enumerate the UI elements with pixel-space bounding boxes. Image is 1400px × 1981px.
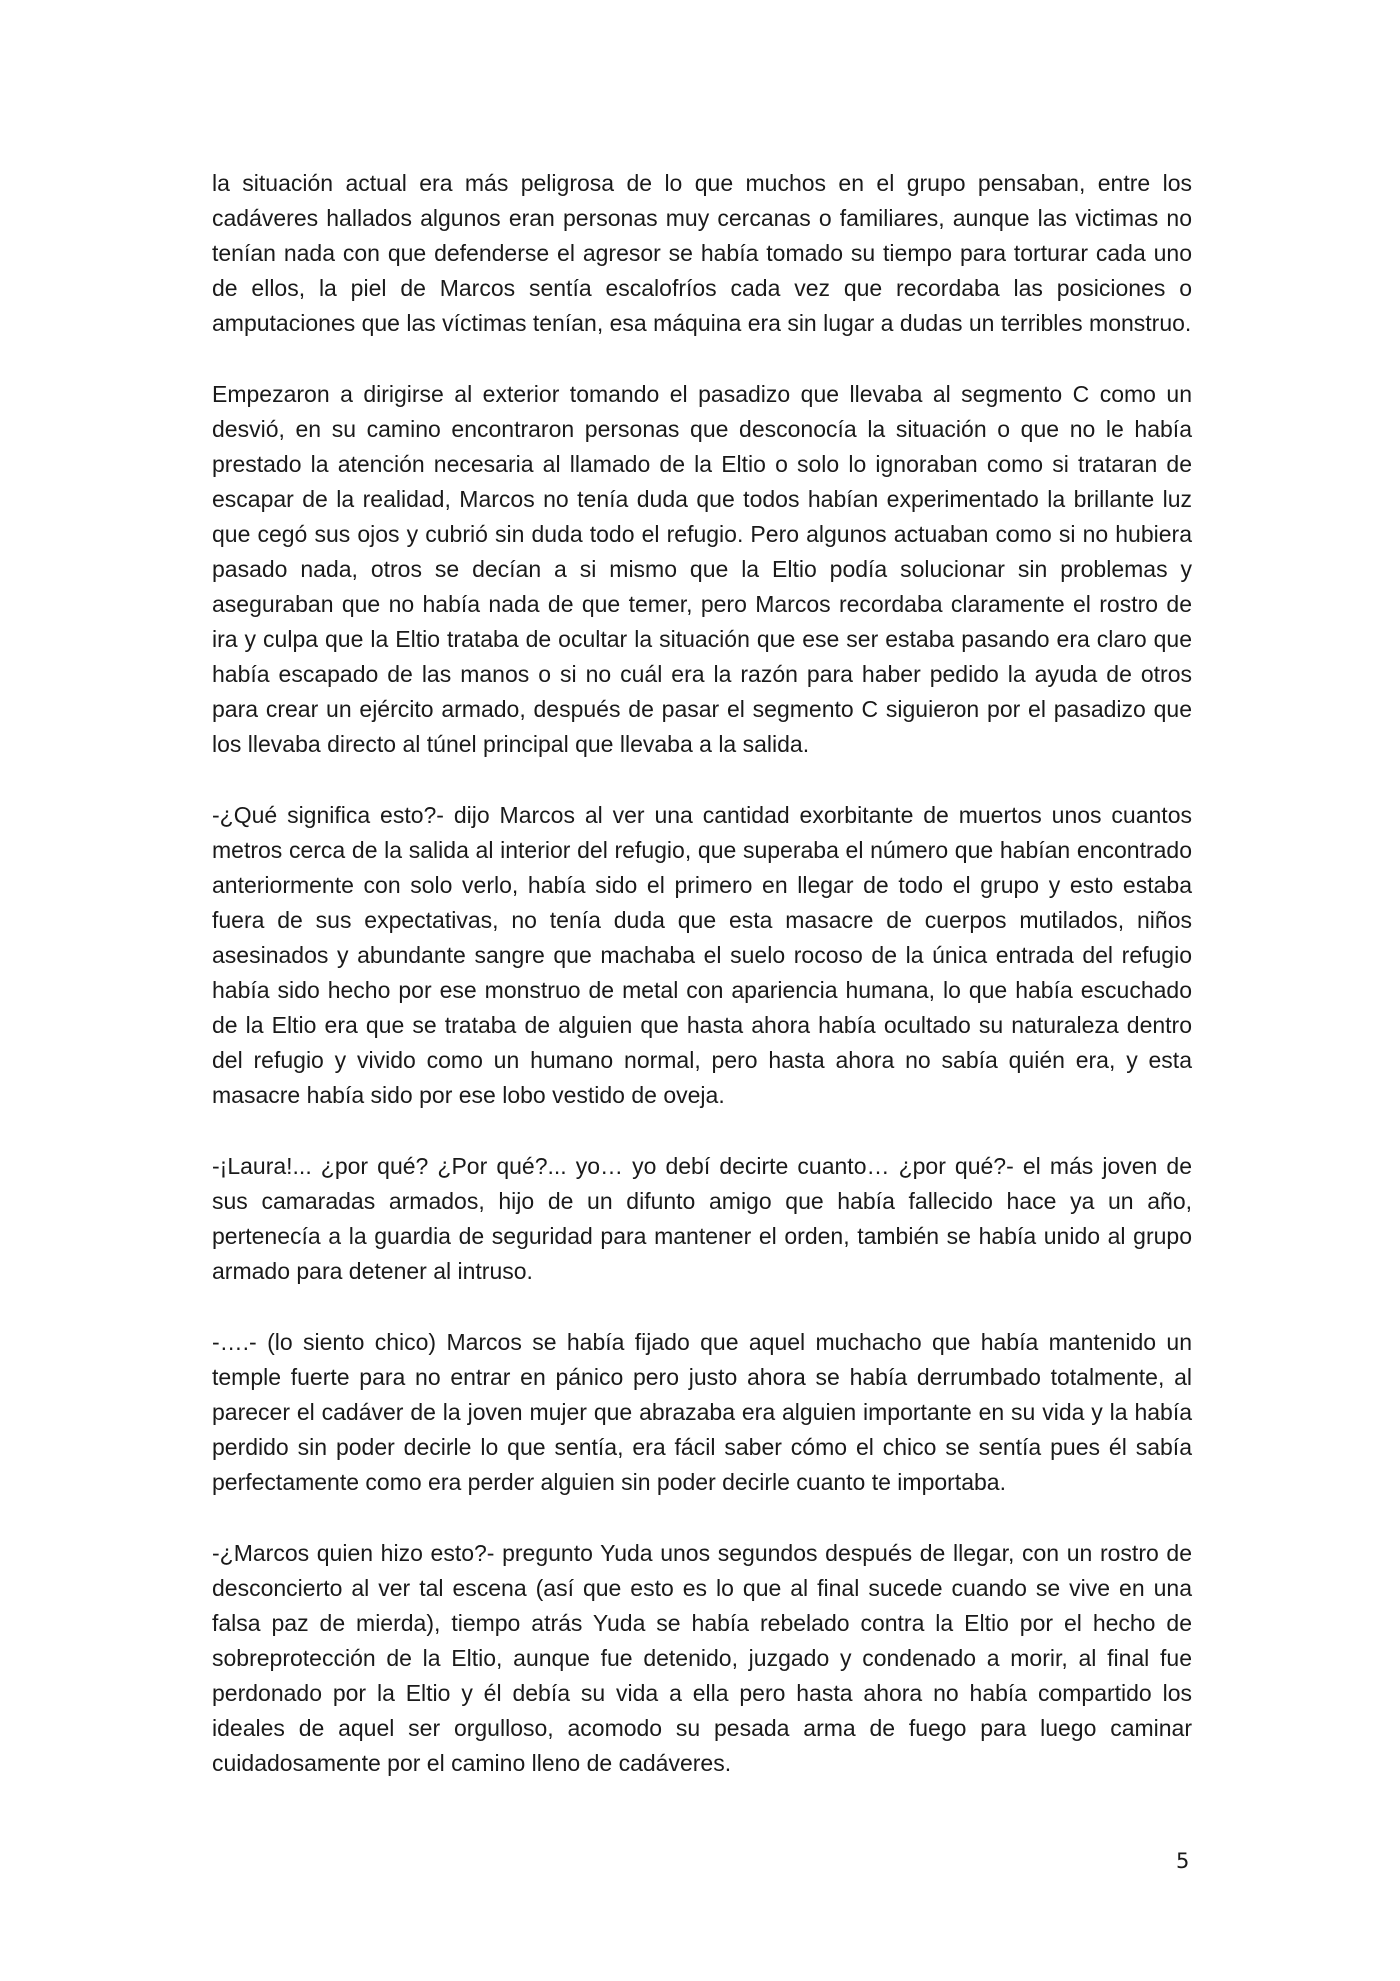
- paragraph-5: -….- (lo siento chico) Marcos se había fijado que aquel muchacho que había mantenido un temple fuerte para no entrar en pánico pero justo ahora se había derrumbado totalmente, al parecer el cadáver de la joven mujer que abrazaba era alguien importante en su vida y la había perdido sin poder decirle lo que sentía, era fácil saber cómo el chico se sentía pues él sabía perfectamente como era perder alguien sin poder decirle cuanto te importaba.: [212, 1329, 1192, 1495]
- page-number: 5: [1176, 1849, 1190, 1873]
- paragraph-4: -¡Laura!... ¿por qué? ¿Por qué?... yo… yo debí decirte cuanto… ¿por qué?- el más joven de sus camaradas armados, hijo de un difunto amigo que había fallecido hace ya un año, pertenecía a la guardia de seguridad para mantener el orden, también se había unido al grupo armado para detener al intruso.: [212, 1153, 1192, 1284]
- paragraph-3: -¿Qué significa esto?- dijo Marcos al ver una cantidad exorbitante de muertos unos cuantos metros cerca de la salida al interior del refugio, que superaba el número que habían encontrado anteriormente con solo verlo, había sido el primero en llegar de todo el grupo y esto estaba fuera de sus expectativas, no tenía duda que esta masacre de cuerpos mutilados, niños asesinados y abundante sangre que machaba el suelo rocoso de la única entrada del refugio había sido hecho por ese monstruo de metal con apariencia humana, lo que había escuchado de la Eltio era que se trataba de alguien que hasta ahora había ocultado su naturaleza dentro del refugio y vivido como un humano normal, pero hasta ahora no sabía quién era, y esta masacre había sido por ese lobo vestido de oveja.: [212, 802, 1192, 1108]
- paragraph-2: Empezaron a dirigirse al exterior tomando el pasadizo que llevaba al segmento C como un desvió, en su camino encontraron personas que desconocía la situación o que no le había prestado la atención necesaria al llamado de la Eltio o solo lo ignoraban como si trataran de escapar de la realidad, Marcos no tenía duda que todos habían experimentado la brillante luz que cegó sus ojos y cubrió sin duda todo el refugio. Pero algunos actuaban como si no hubiera pasado nada, otros se decían a si mismo que la Eltio podía solucionar sin problemas y aseguraban que no había nada de que temer, pero Marcos recordaba claramente el rostro de ira y culpa que la Eltio trataba de ocultar la situación que ese ser estaba pasando era claro que había escapado de las manos o si no cuál era la razón para haber pedido la ayuda de otros para crear un ejército armado, después de pasar el segmento C siguieron por el pasadizo que los llevaba directo al túnel principal que llevaba a la salida.: [212, 381, 1192, 757]
- page-body: [212, 166, 1192, 1817]
- paragraph-1: la situación actual era más peligrosa de lo que muchos en el grupo pensaban, entre los cadáveres hallados algunos eran personas muy cercanas o familiares, aunque las victimas no tenían nada con que defenderse el agresor se había tomado su tiempo para torturar cada uno de ellos, la piel de Marcos sentía escalofríos cada vez que recordaba las posiciones o amputaciones que las víctimas tenían, esa máquina era sin lugar a dudas un terribles monstruo.: [212, 170, 1192, 336]
- paragraph-6: -¿Marcos quien hizo esto?- pregunto Yuda unos segundos después de llegar, con un rostro de desconcierto al ver tal escena (así que esto es lo que al final sucede cuando se vive en una falsa paz de mierda), tiempo atrás Yuda se había rebelado contra la Eltio por el hecho de sobreprotección de la Eltio, aunque fue detenido, juzgado y condenado a morir, al final fue perdonado por la Eltio y él debía su vida a ella pero hasta ahora no había compartido los ideales de aquel ser orgulloso, acomodo su pesada arma de fuego para luego caminar cuidadosamente por el camino lleno de cadáveres.: [212, 1540, 1192, 1776]
